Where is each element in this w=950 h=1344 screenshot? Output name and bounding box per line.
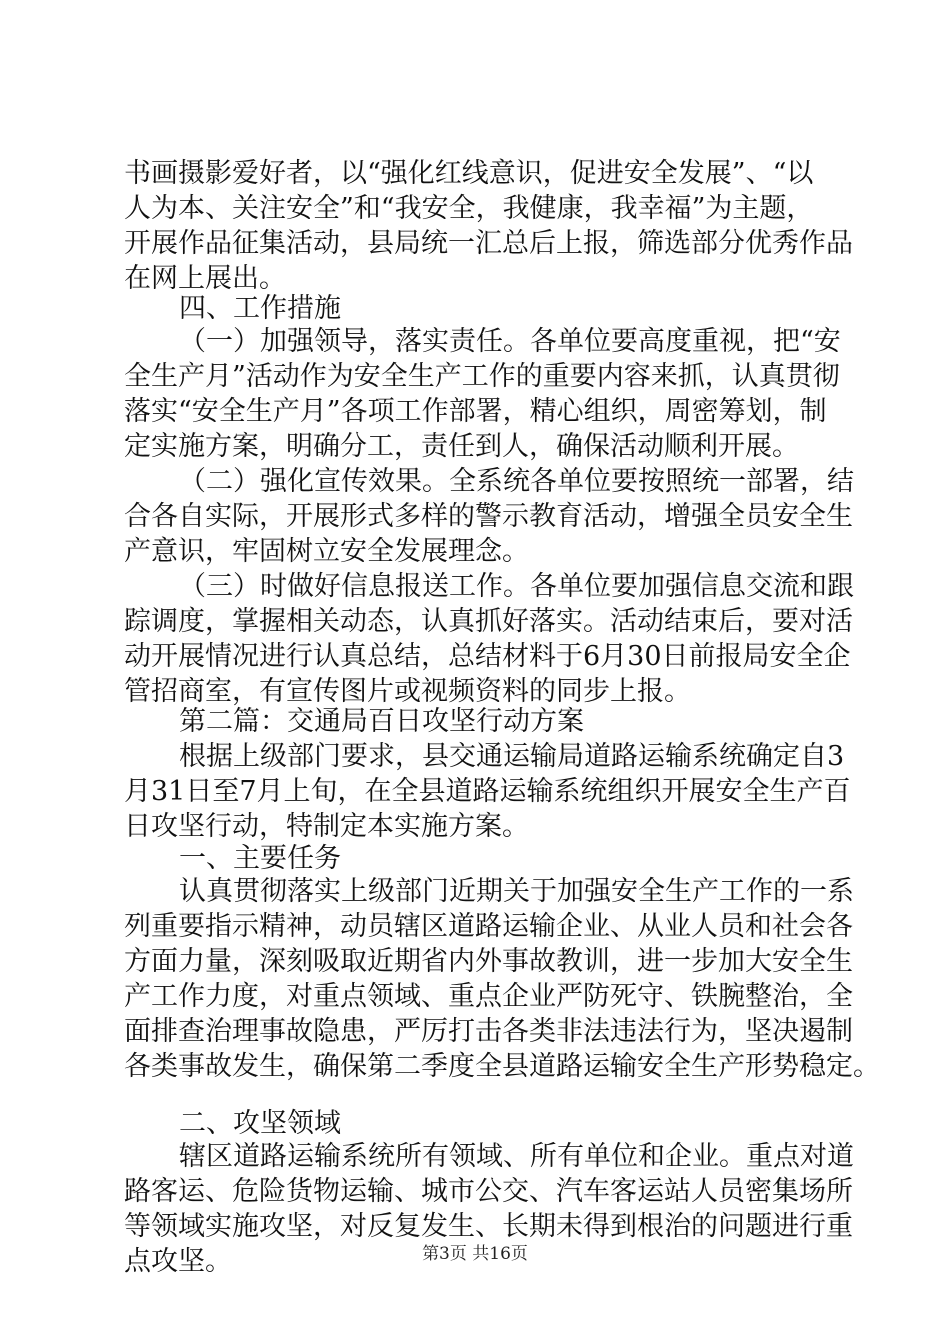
text-line: 动开展情况进行认真总结，总结材料于6月30日前报局安全企 [124,641,851,672]
text-line: 落实“安全生产月”各项工作部署，精心组织，周密筹划，制 [124,396,827,427]
text-line: （二）强化宣传效果。全系统各单位要按照统一部署，结 [179,466,854,497]
text-line: 路客运、危险货物运输、城市公交、汽车客运站人员密集场所 [124,1176,853,1207]
text-line: 认真贯彻落实上级部门近期关于加强安全生产工作的一系 [179,876,854,907]
text-line: （三）时做好信息报送工作。各单位要加强信息交流和跟 [179,571,854,602]
page-footer: 第3页 共16页 [422,1244,528,1264]
text-line: 定实施方案，明确分工，责任到人，确保活动顺利开展。 [124,431,799,462]
text-line: 在网上展出。 [124,263,286,294]
text-line: 点攻坚。 [124,1246,232,1277]
text-line: （一）加强领导，落实责任。各单位要高度重视，把“安 [179,326,841,357]
text-line: 产工作力度，对重点领域、重点企业严防死守、铁腕整治，全 [124,981,853,1012]
text-line: 合各自实际，开展形式多样的警示教育活动，增强全员安全生 [124,501,853,532]
text-line: 列重要指示精神，动员辖区道路运输企业、从业人员和社会各 [124,911,853,942]
text-line: 书画摄影爱好者，以“强化红线意识，促进安全发展”、“以 [124,158,814,189]
text-line: 面排查治理事故隐患，严厉打击各类非法违法行为，坚决遏制 [124,1016,853,1047]
text-line: 二、攻坚领域 [179,1108,341,1139]
text-line: 人为本、关注安全”和“我安全，我健康，我幸福”为主题， [124,193,814,224]
text-line: 第二篇：交通局百日攻坚行动方案 [179,706,584,737]
text-line: 开展作品征集活动，县局统一汇总后上报，筛选部分优秀作品 [124,228,853,259]
text-line: 四、工作措施 [179,293,341,324]
text-line: 等领域实施攻坚，对反复发生、长期未得到根治的问题进行重 [124,1211,853,1242]
text-line: 月31日至7月上旬，在全县道路运输系统组织开展安全生产百 [124,776,851,807]
text-line: 全生产月”活动作为安全生产工作的重要内容来抓，认真贯彻 [124,361,840,392]
text-line: 根据上级部门要求，县交通运输局道路运输系统确定自3 [179,741,845,772]
text-line: 一、主要任务 [179,843,341,874]
text-line: 各类事故发生，确保第二季度全县道路运输安全生产形势稳定。 [124,1051,880,1082]
text-line: 管招商室，有宣传图片或视频资料的同步上报。 [124,676,691,707]
text-line: 日攻坚行动，特制定本实施方案。 [124,811,529,842]
text-line: 方面力量，深刻吸取近期省内外事故教训，进一步加大安全生 [124,946,853,977]
text-line: 辖区道路运输系统所有领域、所有单位和企业。重点对道 [179,1141,854,1172]
text-line: 踪调度，掌握相关动态，认真抓好落实。活动结束后，要对活 [124,606,853,637]
text-line: 产意识，牢固树立安全发展理念。 [124,536,529,567]
